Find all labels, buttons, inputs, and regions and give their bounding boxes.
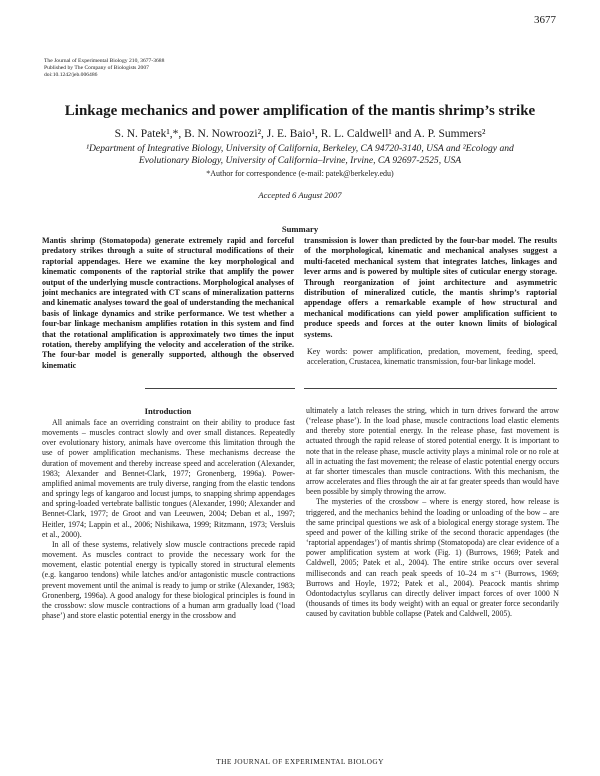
section-divider <box>304 388 557 389</box>
page-number: 3677 <box>534 14 556 26</box>
correspondence-note: *Author for correspondence (e-mail: patek@berkeley.edu) <box>206 169 394 178</box>
article-title: Linkage mechanics and power amplification of the mantis shrimp’s strike <box>64 103 536 119</box>
body-paragraph: All animals face an overriding constraint on their ability to produce fast movements – muscles contract slowly and over small distances. Repeatedly over evolutionary history, animals have overcome this limitation through the use of power amplification mechanisms. These mechanisms decrease the duration of movement and thereby increase speed and acceleration (Alexander, 1983; Alexander and Bennet-Clark, 1977; Gronenberg, 1996a). Power-amplified animal movements are truly diverse, ranging from the elastic tendons and springy legs of kangaroo and locust jumps, to snapping shrimp appendages and spring-loaded vertebrate ballistic tongues (Alexander, 1990; Alexander and Bennet-Clark, 1977; de Groot and van Leeuwen, 2004; Deban et al., 1997; Heitler, 1974; Lappin et al., 2006; Nishikawa, 1999; Ritzmann, 1973; Versluis et al., 2000). <box>42 418 295 539</box>
author-list: S. N. Patek¹,*, B. N. Nowroozi², J. E. Baio¹, R. L. Caldwell¹ and A. P. Summers² <box>114 128 486 140</box>
affiliation-line: ¹Department of Integrative Biology, University of California, Berkeley, CA 94720-3140, USA and ²Ecology and <box>86 143 514 154</box>
journal-citation <box>44 58 164 79</box>
journal-footer: THE JOURNAL OF EXPERIMENTAL BIOLOGY <box>216 757 384 766</box>
introduction-column-left <box>42 418 295 621</box>
section-divider <box>145 388 295 389</box>
body-paragraph: In all of these systems, relatively slow muscle contractions precede rapid movement. As muscles contract to provide the necessary work for the movement, elastic potential energy is typically stored in structural elements (e.g. kangaroo tendons) while latches and/or antagonistic muscle contractions prevent movement until the animal is ready to jump or strike (Alexander, 1983; Gronenberg, 1996a). A good analogy for these biological principles is found in the crossbow: slow muscle contractions of a human arm gradually load (‘load phase’) and store elastic potential energy in the crossbow and <box>42 539 295 620</box>
accepted-date: Accepted 6 August 2007 <box>258 190 342 200</box>
affiliations <box>60 143 540 166</box>
journal-citation-line: The Journal of Experimental Biology 210, 3677-3688 <box>44 58 165 64</box>
journal-publisher-line: Published by The Company of Biologists 2007 <box>44 65 149 71</box>
body-paragraph: The mysteries of the crossbow – where is energy stored, how release is triggered, and the mechanics behind the loading or unloading of the bow – are the same principal questions we ask of a biological energy storage system. The speed and power of the killing strike of the second thoracic appendages (the ‘raptorial appendages’) of mantis shrimp (Stomatopoda) are clear evidence of a power amplification system at work (Fig. 1) (Burrows, 1969; Patek and Caldwell, 2005; Patek et al., 2004). The entire strike occurs over several milliseconds and can reach peak speeds of 10–24 m s⁻¹ (Burrows, 1969; Burrows and Hoyle, 1972; Patek et al., 2004). Peacock mantis shrimp Odontodactylus scyllarus can directly deliver impact forces of over 1000 N (thousands of times its body weight) with an equal or greater force secondarily caused by cavitation bubble collapse (Patek and Caldwell, 2005). <box>306 497 559 619</box>
affiliation-line: Evolutionary Biology, University of California–Irvine, Irvine, CA 92697-2525, USA <box>138 154 462 166</box>
introduction-column-right <box>306 406 559 619</box>
journal-doi-line: doi:10.1242/jeb.006486 <box>44 72 98 78</box>
body-paragraph: ultimately a latch releases the string, which in turn drives forward the arrow (‘release phase’). In the load phase, muscle contractions load elastic elements and thereby store potential energy. In the release phase, fast movement is actuated through the rapid release of stored potential energy. It is important to note that in the release phase, muscle activity plays a minimal role or no role at all in actuating the fast movement; the release of elastic potential energy occurs at far shorter timescales than muscle contractions. With this mechanism, the arrow accelerates and flies through the air at far greater speeds than would have been possible by simply throwing the arrow. <box>306 406 559 497</box>
summary-text-left: Mantis shrimp (Stomatopoda) generate extremely rapid and forceful predatory strikes through a suite of structural modifications of their raptorial appendages. Here we examine the key morphological and kinematic components of the raptorial strike that amplify the power output of the underlying muscle contractions. Morphological analyses of joint mechanics are integrated with CT scans of mineralization patterns and kinematic analyses toward the goal of understanding the mechanical basis of linkage dynamics and strike performance. We test whether a four-bar linkage mechanism amplifies rotation in this system and find that the rotational amplification is approximately two times the input rotation, thereby amplifying the velocity and acceleration of the strike. The four-bar model is generally supported, although the observed kinematic <box>42 236 294 370</box>
keywords: Key words: power amplification, predation, movement, feeding, speed, acceleration, Crustacea, kinematic transmission, four-bar linkage model. <box>307 347 558 367</box>
summary-text-right: transmission is lower than predicted by the four-bar model. The results of the morphological, kinematic and mechanical analyses suggest a multi-faceted mechanical system that integrates latches, linkages and lever arms and is powered by multiple sites of cuticular energy storage. Through reorganization of joint architecture and asymmetric distribution of mineralized cuticle, the mantis shrimp’s raptorial appendage offers a remarkable example of how structural and mechanical modifications can yield power amplification sufficient to produce speeds and forces at the outer known limits of biological systems. <box>304 236 557 339</box>
summary-heading: Summary <box>281 224 319 234</box>
introduction-heading: Introduction <box>144 406 192 416</box>
